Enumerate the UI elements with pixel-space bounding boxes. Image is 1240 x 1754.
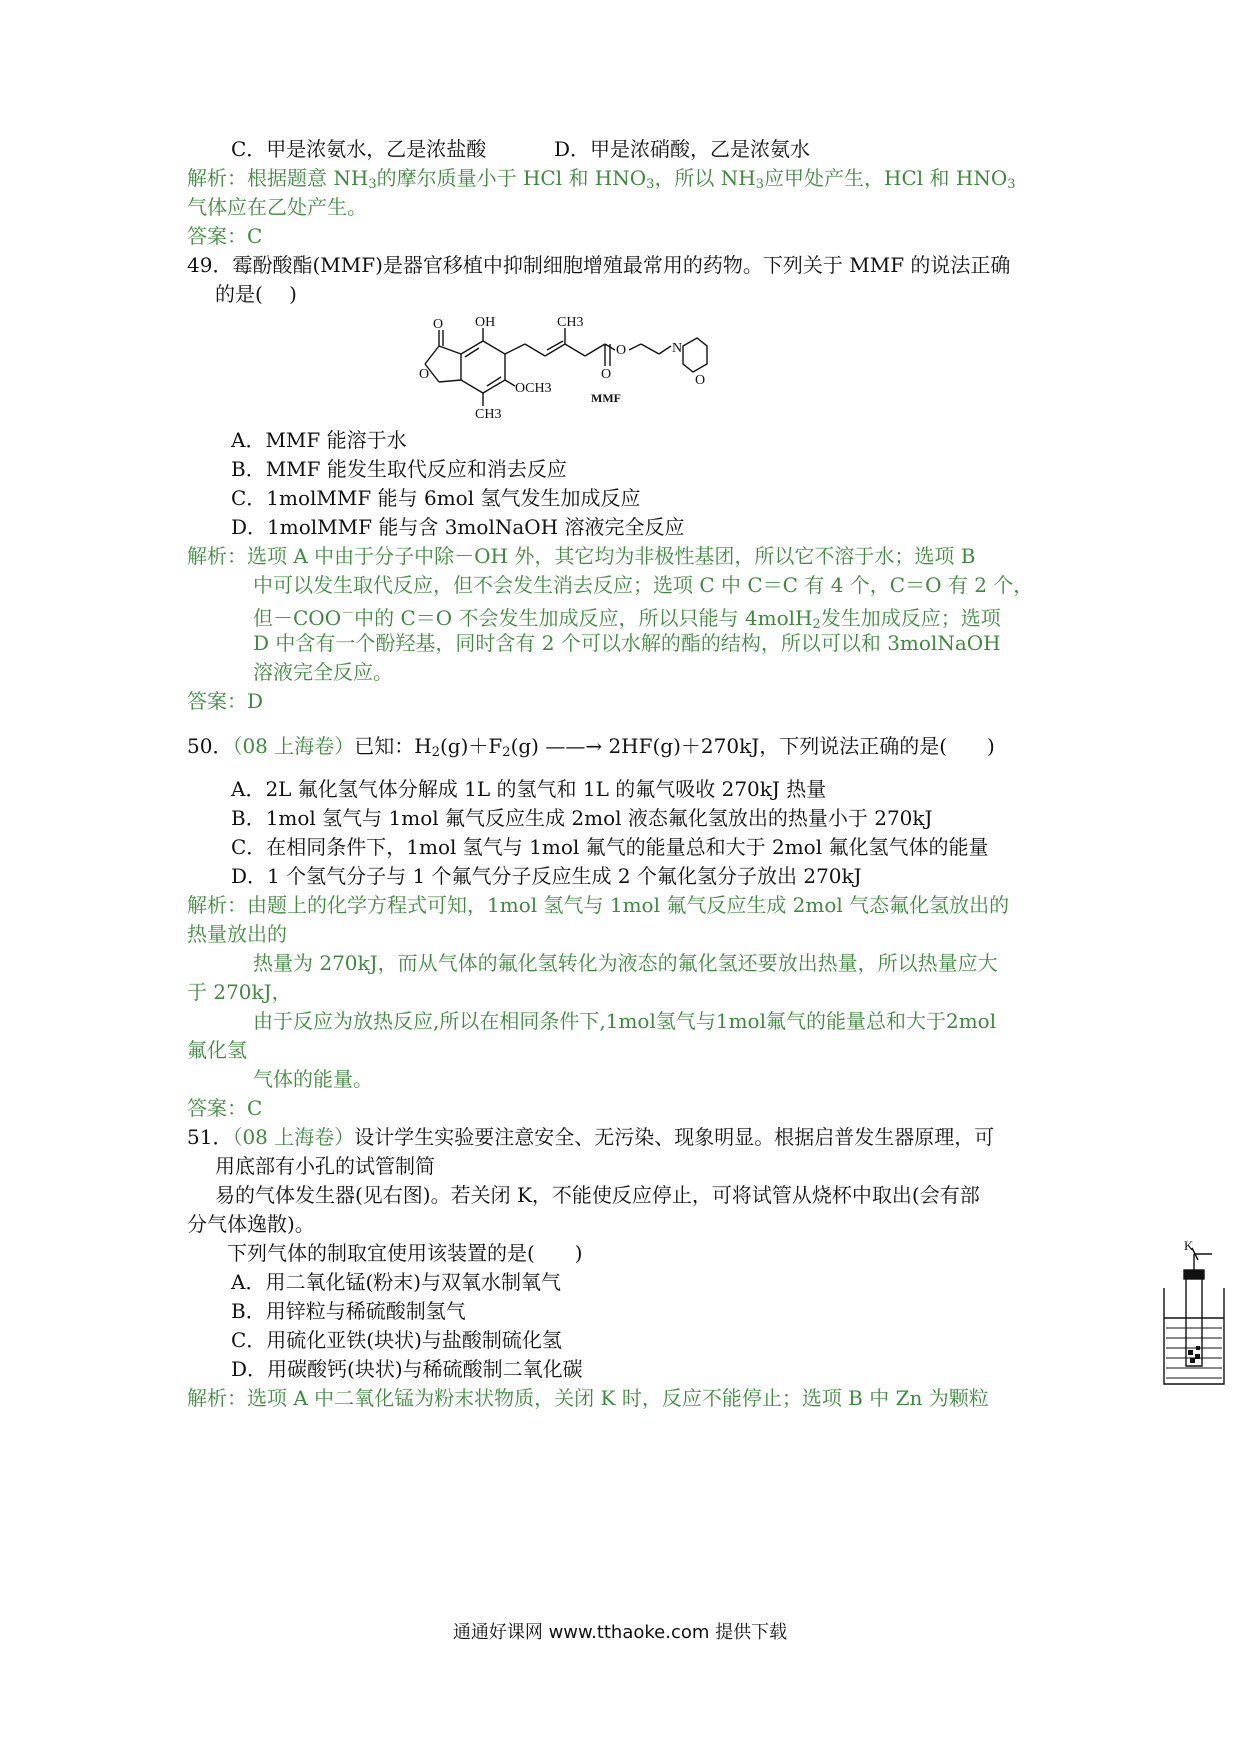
struct-och3: OCH3 [515, 381, 552, 396]
q49-option-c: C．1molMMF 能与 6mol 氢气发生加成反应 [231, 486, 641, 510]
q50-option-a: A．2L 氟化氢气体分解成 1L 的氢气和 1L 的氟气吸收 270kJ 热量 [231, 777, 827, 801]
q50-analysis-line-6: 氟化氢 [187, 1038, 247, 1062]
q50-analysis-line-2: 热量放出的 [187, 922, 287, 946]
struct-o-morph: O [695, 373, 706, 388]
q50-analysis-line-3: 热量为 270kJ，而从气体的氟化氢转化为液态的氟化氢还要放出热量，所以热量应大 [253, 951, 998, 975]
struct-n: N [672, 341, 683, 356]
q49-option-d: D．1molMMF 能与含 3molNaOH 溶液完全反应 [231, 515, 685, 539]
q48-analysis-line-1: 解析：根据题意 $NH_3$的摩尔质量小于 HCl 和 $HNO_3$，所以 $NH_3$应甲处产生，HCl 和 $HNO_3$ [187, 166, 1016, 192]
q50-analysis-line-4: 于 270kJ， [187, 980, 292, 1004]
struct-ch3-bottom: CH3 [475, 407, 502, 422]
q51-stem-line-5: 下列气体的制取宜使用该装置的是( ) [227, 1241, 583, 1265]
q51-option-b: B．用锌粒与稀硫酸制氢气 [231, 1299, 466, 1323]
q50-analysis-line-1: 解析：由题上的化学方程式可知，1mol 氢气与 1mol 氟气反应生成 2mol 气态氟化氢放出的 [187, 893, 1010, 917]
q50-option-b: B．1mol 氢气与 1mol 氟气反应生成 2mol 液态氟化氢放出的热量小于 270kJ [231, 806, 933, 830]
q51-analysis-line-1: 解析：选项 A 中二氧化锰为粉末状物质，关闭 K 时，反应不能停止；选项 B 中 Zn 为颗粒 [187, 1386, 989, 1410]
q48-option-c: C．甲是浓氨水，乙是浓盐酸 [231, 137, 487, 161]
q49-analysis-line-5: 溶液完全反应。 [253, 660, 393, 684]
q50-analysis-line-7: 气体的能量。 [253, 1067, 373, 1091]
q50-source: （08 上海卷） [232, 734, 355, 758]
struct-o-ring: O [419, 367, 430, 382]
q49-analysis-line-3: 但－COO－中的 C＝O 不会发生加成反应，所以只能与 4molH$_2$发生加成反应；选项 [253, 606, 1001, 632]
struct-o-carbonyl-2: O [601, 367, 612, 382]
q50-stem: 50．（08 上海卷）已知：$H_2(g)+F_2(g)$ ——→ 2HF(g)＋270kJ，下列说法正确的是( ) [187, 734, 995, 760]
q50-option-d: D．1 个氢气分子与 1 个氟气分子反应生成 2 个氟化氢分子放出 270kJ [231, 864, 862, 888]
q49-option-b: B．MMF 能发生取代反应和消去反应 [231, 457, 567, 481]
q50-answer: 答案：C [187, 1096, 263, 1120]
mmf-structure-diagram [415, 316, 711, 428]
q48-option-d: D．甲是浓硝酸，乙是浓氨水 [554, 137, 811, 161]
q51-option-a: A．用二氧化锰(粉末)与双氧水制氧气 [231, 1270, 562, 1294]
q51-stem-line-2: 用底部有小孔的试管制简 [215, 1154, 435, 1178]
q49-analysis-line-4: D 中含有一个酚羟基，同时含有 2 个可以水解的酯的结构，所以可以和 3molNaOH [253, 631, 1001, 655]
apparatus-label-k: K [1184, 1238, 1194, 1253]
q48-answer: 答案：C [187, 224, 263, 248]
gas-generator-apparatus-diagram [1158, 1238, 1230, 1388]
q50-analysis-line-5: 由于反应为放热反应,所以在相同条件下,1mol氢气与1mol氟气的能量总和大于2mol [253, 1009, 997, 1033]
q49-analysis-line-1: 解析：选项 A 中由于分子中除－OH 外，其它均为非极性基团，所以它不溶于水；选项 B [187, 544, 976, 568]
q49-stem-line-1: 49．霉酚酸酯(MMF)是器官移植中抑制细胞增殖最常用的药物。下列关于 MMF 的说法正确 [187, 253, 1011, 277]
q49-stem-line-2: 的是( ) [215, 282, 297, 306]
q49-option-a: A．MMF 能溶于水 [231, 428, 407, 452]
q51-stem-line-1: 51．（08 上海卷）设计学生实验要注意安全、无污染、现象明显。根据启普发生器原理，可 [187, 1125, 995, 1149]
q48-analysis-line-2: 气体应在乙处产生。 [187, 195, 367, 219]
q51-option-c: C．用硫化亚铁(块状)与盐酸制硫化氢 [231, 1328, 562, 1352]
q49-analysis-line-2: 中可以发生取代反应，但不会发生消去反应；选项 C 中 C＝C 有 4 个，C＝O 有 2 个， [253, 573, 1034, 597]
q51-option-d: D．用碳酸钙(块状)与稀硫酸制二氧化碳 [231, 1357, 583, 1381]
q51-stem-line-3: 易的气体发生器(见右图)。若关闭 K，不能使反应停止，可将试管从烧杯中取出(会有部 [215, 1183, 980, 1207]
struct-ch3-top: CH3 [557, 316, 584, 330]
page-footer: 通通好课网 www.tthaoke.com 提供下载 [452, 1622, 788, 1643]
q51-stem-line-4: 分气体逸散)。 [187, 1212, 315, 1236]
struct-o-carbonyl: O [433, 317, 444, 332]
struct-o-ester: O [616, 343, 627, 358]
q50-option-c: C．在相同条件下，1mol 氢气与 1mol 氟气的能量总和大于 2mol 氟化氢气体的能量 [231, 835, 989, 859]
struct-oh: OH [475, 316, 496, 330]
struct-label: MMF [591, 391, 621, 405]
q49-answer: 答案：D [187, 689, 264, 713]
q51-source: （08 上海卷） [232, 1125, 355, 1149]
